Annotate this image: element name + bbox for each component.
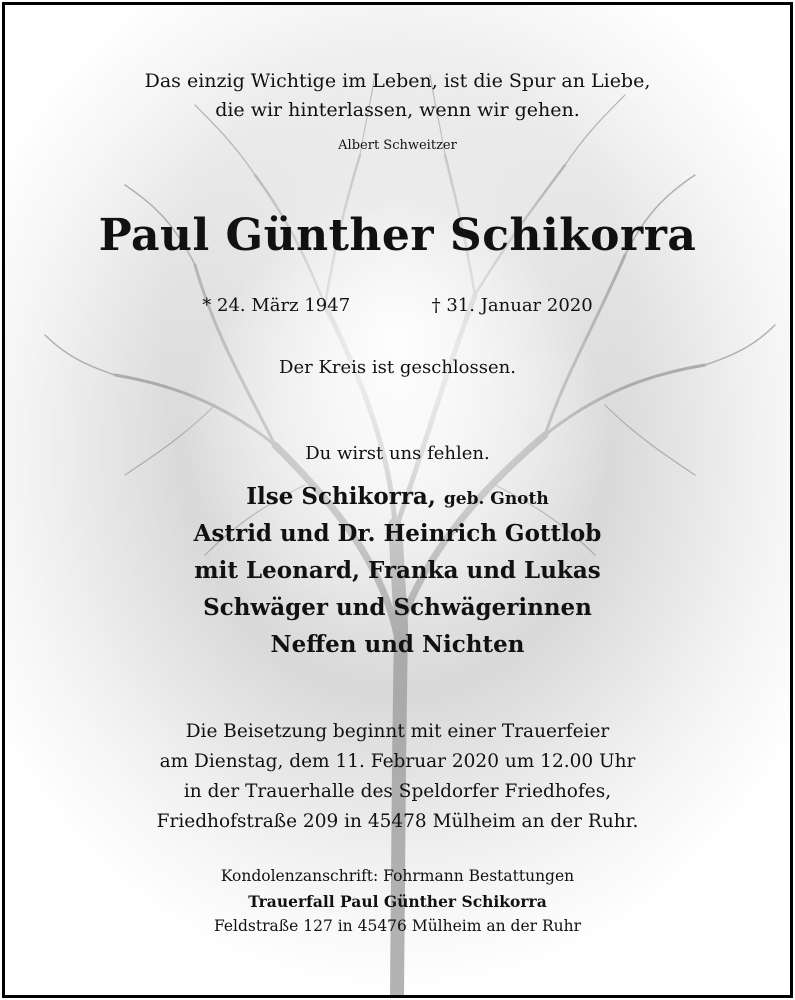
farewell-text: Du wirst uns fehlen.: [305, 443, 490, 464]
service-line-1: Die Beisetzung beginnt mit einer Trauerfeier: [185, 721, 610, 742]
service-line-4: Friedhofstraße 209 in 45478 Mülheim an der Ruhr.: [156, 811, 639, 832]
motto-text: Der Kreis ist geschlossen.: [279, 357, 516, 378]
birth-date: * 24. März 1947: [202, 295, 351, 316]
family-line-4: Schwäger und Schwägerinnen: [203, 594, 592, 621]
obituary-frame: [2, 2, 793, 998]
family-line-1: [5, 483, 790, 510]
service-line-2: am Dienstag, dem 11. Februar 2020 um 12.00 Uhr: [159, 751, 636, 772]
condolence-line-3: Feldstraße 127 in 45476 Mülheim an der Ruhr: [213, 917, 582, 935]
widow-maiden-name: geb. Gnoth: [443, 489, 549, 509]
condolence-line-1: Kondolenzanschrift: Fohrmann Bestattungen: [220, 867, 575, 885]
quote-line-1: Das einzig Wichtige im Leben, ist die Spur an Liebe,: [144, 70, 651, 92]
life-dates: [5, 295, 790, 316]
service-line-3: in der Trauerhalle des Speldorfer Friedhofes,: [183, 781, 612, 802]
death-date: † 31. Januar 2020: [431, 295, 593, 316]
condolence-line-2: Trauerfall Paul Günther Schikorra: [248, 892, 547, 911]
quote-author: Albert Schweitzer: [338, 138, 457, 153]
quote-line-2: die wir hinterlassen, wenn wir gehen.: [215, 99, 580, 121]
family-line-5: Neffen und Nichten: [270, 631, 525, 658]
widow-name: Ilse Schikorra,: [246, 483, 436, 510]
deceased-name: Paul Günther Schikorra: [98, 210, 697, 261]
family-line-2: Astrid und Dr. Heinrich Gottlob: [193, 520, 602, 547]
family-line-3: mit Leonard, Franka und Lukas: [194, 557, 601, 584]
